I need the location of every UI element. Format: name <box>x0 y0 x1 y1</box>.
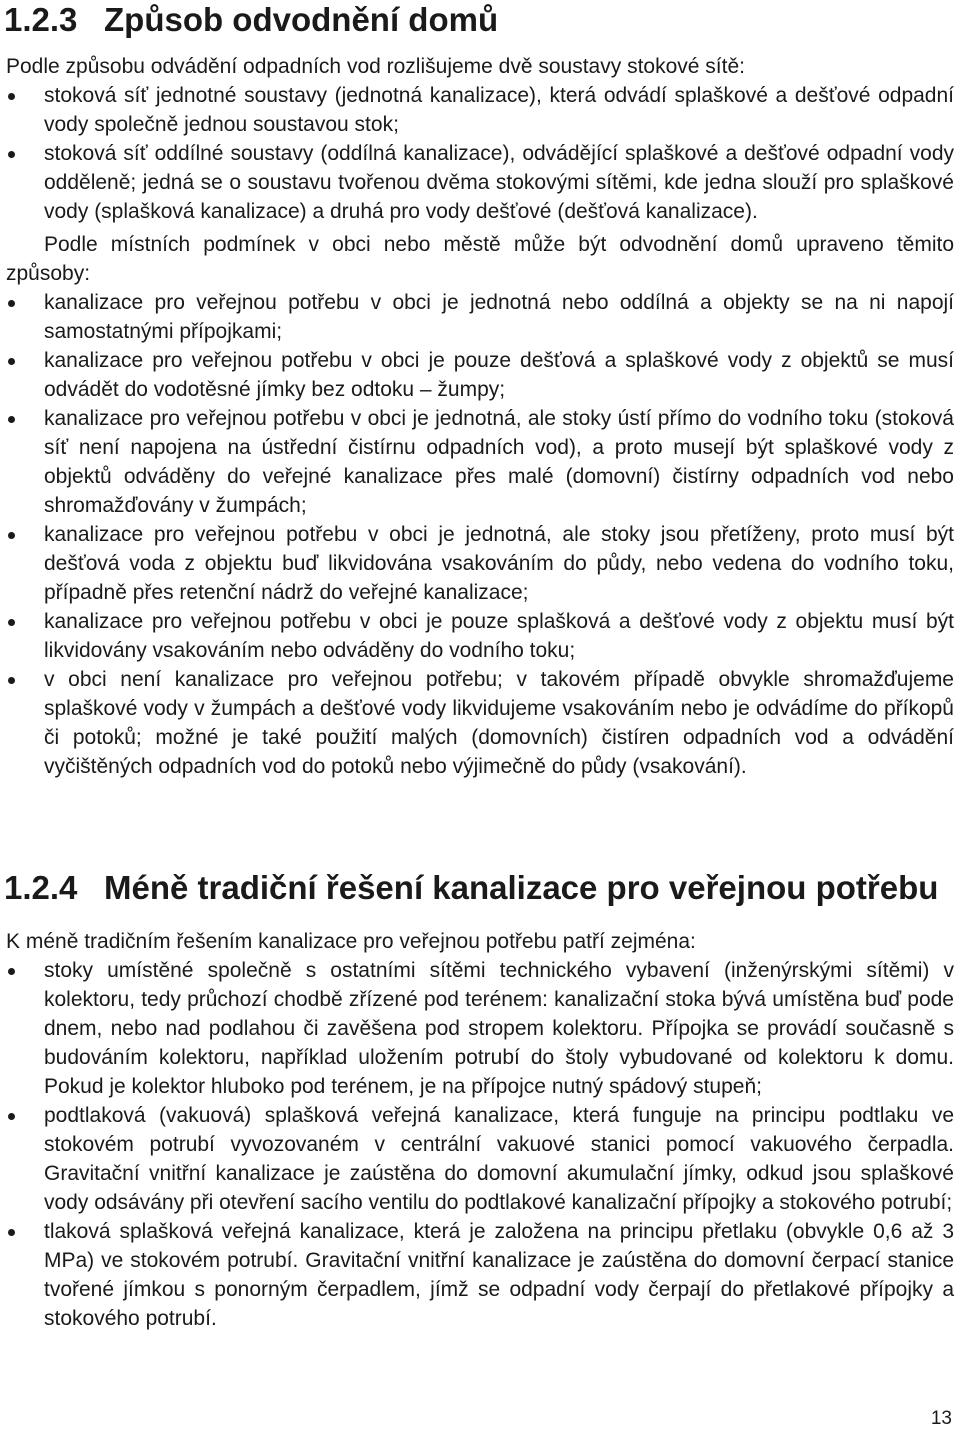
list-item: tlaková splašková veřejná kanalizace, která je založena na principu přetlaku (obvykle 0,6 až 3 MPa) ve stokovém potrubí. Gravitační vnitřní kanalizace je zaústěna do domovní čerpací stanice tvořené jímkou s ponorným čerpadlem, jímž se odpadní vody čerpají do přetlakové přípojky a stokového potrubí. <box>6 1217 954 1333</box>
list-item: kanalizace pro veřejnou potřebu v obci je pouze dešťová a splaškové vody z objektů se musí odvádět do vodotěsné jímky bez odtoku – žumpy; <box>6 346 954 404</box>
list-item: podtlaková (vakuová) splašková veřejná kanalizace, která funguje na principu podtlaku ve stokovém potrubí vyvozovaném v centrální vakuové stanici pomocí vakuového čerpadla. Gravitační vnitřní kanalizace je zaústěna do domovní akumulační jímky, odkud jsou splaškové vody odsávány při otevření sacího ventilu do podtlakové kanalizační přípojky a stokového potrubí; <box>6 1101 954 1217</box>
section-body <box>6 52 954 781</box>
intro-paragraph: K méně tradičním řešením kanalizace pro veřejnou potřebu patří zejména: <box>6 930 696 953</box>
section-title: Způsob odvodnění domů <box>104 1 499 38</box>
list-item: stoková síť jednotné soustavy (jednotná kanalizace), která odvádí splaškové a dešťové odpadní vody společně jednou soustavou stok; <box>6 81 954 139</box>
paragraph: Podle místních podmínek v obci nebo městě může být odvodnění domů upraveno těmito způsoby: <box>6 233 954 285</box>
section-heading <box>4 0 498 40</box>
page-number: 13 <box>930 1408 952 1429</box>
section-body <box>6 927 954 1333</box>
section-number: 1.2.3 <box>4 1 78 38</box>
list-item: kanalizace pro veřejnou potřebu v obci je jednotná, ale stoky ústí přímo do vodního toku (stoková síť není napojena na ústřední čistírnu odpadních vod), a proto musejí být splaškové vody z objektů odváděny do veřejné kanalizace přes malé (domovní) čistírny odpadních vod nebo shromažďovány v žumpách; <box>6 404 954 520</box>
bullet-list <box>6 81 954 226</box>
list-item: kanalizace pro veřejnou potřebu v obci je jednotná, ale stoky jsou přetíženy, proto musí být dešťová voda z objektu buď likvidována vsakováním do půdy, nebo vedena do vodního toku, případně přes retenční nádrž do veřejné kanalizace; <box>6 520 954 607</box>
list-item: kanalizace pro veřejnou potřebu v obci je pouze splašková a dešťové vody z objektu musí být likvidovány vsakováním nebo odváděny do vodního toku; <box>6 607 954 665</box>
list-item: kanalizace pro veřejnou potřebu v obci je jednotná nebo oddílná a objekty se na ni napojí samostatnými přípojkami; <box>6 288 954 346</box>
bullet-list <box>6 956 954 1333</box>
section-number: 1.2.4 <box>4 869 78 906</box>
section-heading <box>4 868 938 908</box>
list-item: v obci není kanalizace pro veřejnou potřebu; v takovém případě obvykle shromažďujeme splaškové vody v žumpách a dešťové vody likvidujeme vsakováním nebo je odvádíme do příkopů či potoků; možné je také použití malých (domovních) čistíren odpadních vod a odvádění vyčištěných odpadních vod do potoků nebo výjimečně do půdy (vsakování). <box>6 665 954 781</box>
list-item: stoky umístěné společně s ostatními sítěmi technického vybavení (inženýrskými sítěmi) v kolektoru, tedy průchozí chodbě zřízené pod terénem: kanalizační stoka bývá umístěna buď pode dnem, nebo nad podlahou či zavěšena pod stropem kolektoru. Přípojka se provádí současně s budováním kolektoru, například uložením potrubí do štoly vybudované od kolektoru k domu. Pokud je kolektor hluboko pod terénem, je na přípojce nutný spádový stupeň; <box>6 956 954 1101</box>
list-item: stoková síť oddílné soustavy (oddílná kanalizace), odvádějící splaškové a dešťové odpadní vody odděleně; jedná se o soustavu tvořenou dvěma stokovými sítěmi, kde jedna slouží pro splaškové vody (splašková kanalizace) a druhá pro vody dešťové (dešťová kanalizace). <box>6 139 954 226</box>
section-title: Méně tradiční řešení kanalizace pro veřejnou potřebu <box>104 869 939 906</box>
bullet-list <box>6 288 954 781</box>
intro-paragraph: Podle způsobu odvádění odpadních vod rozlišujeme dvě soustavy stokové sítě: <box>6 55 745 78</box>
